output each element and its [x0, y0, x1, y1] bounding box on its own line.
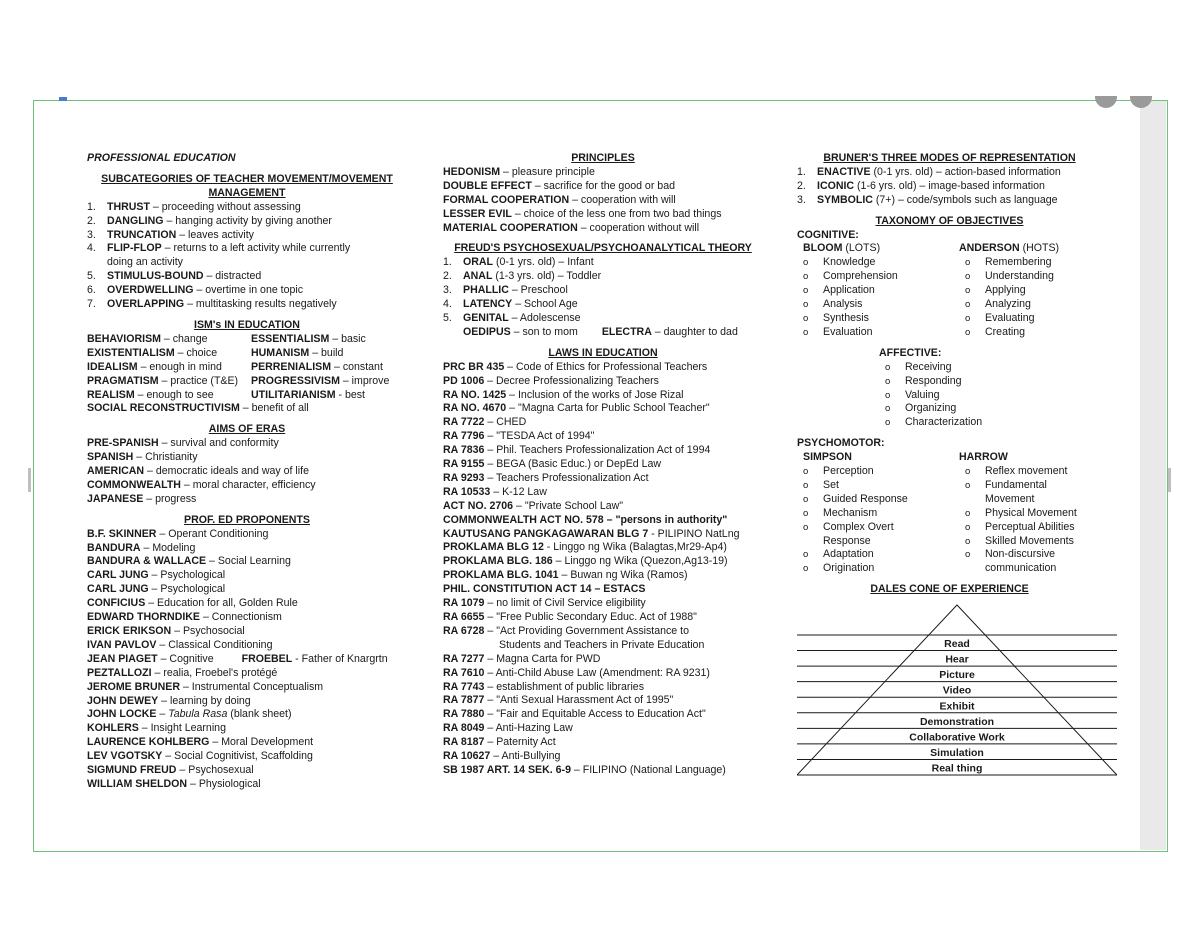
- freud-list: [443, 256, 763, 339]
- list-item: o Remembering: [959, 256, 1104, 270]
- list-item: RA 7722 – CHED: [443, 416, 527, 429]
- cone-level-label: Demonstration: [919, 716, 995, 729]
- cone-level-label: Real thing: [931, 762, 983, 775]
- list-item: 3. PHALLIC – Preschool: [443, 284, 568, 297]
- list-item: o Application: [797, 284, 959, 298]
- list-item: RA 8187 – Paternity Act: [443, 736, 556, 749]
- doc-title: PROFESSIONAL EDUCATION: [87, 152, 236, 164]
- list-item: JAPANESE – progress: [87, 492, 197, 505]
- list-item: RA 1079 – no limit of Civil Service eligibility: [443, 597, 646, 610]
- list-item: RA 9155 – BEGA (Basic Educ.) or DepEd Law: [443, 458, 662, 471]
- list-item: RA 10627 – Anti-Bullying: [443, 750, 561, 763]
- list-item: JOHN DEWEY – learning by doing: [87, 694, 251, 707]
- list-item: o Reflex movement: [959, 465, 1104, 479]
- ism-item: UTILITARIANISM - best: [251, 388, 365, 401]
- list-item: RA 7743 – establishment of public libraries: [443, 680, 644, 693]
- list-item: 1. ORAL (0-1 yrs. old) – Infant: [443, 256, 594, 269]
- list-item: 5. STIMULUS-BOUND – distracted: [87, 270, 262, 283]
- list-item: RA 6728 – "Act Providing Government Assistance to: [443, 624, 689, 637]
- list-item: RA 6655 – "Free Public Secondary Educ. Act of 1988": [443, 611, 697, 623]
- list-item: o Comprehension: [797, 270, 959, 284]
- list-item: RA NO. 1425 – Inclusion of the works of Jose Rizal: [443, 388, 684, 401]
- list-item: COMMONWEALTH – moral character, efficiency: [87, 478, 316, 491]
- list-item: 7. OVERLAPPING – multitasking results negatively: [87, 298, 337, 311]
- list-item: KOHLERS – Insight Learning: [87, 722, 226, 735]
- list-item: CONFICIUS – Education for all, Golden Rule: [87, 597, 298, 610]
- proponents-list: [87, 528, 407, 792]
- ism-item: PROGRESSIVISM – improve: [251, 374, 390, 387]
- list-item-continuation: communication: [985, 562, 1057, 575]
- cone-diagram: [797, 603, 1117, 783]
- list-item: JOHN LOCKE – Tabula Rasa (blank sheet): [87, 708, 292, 721]
- list-item: o Responding: [879, 375, 1102, 389]
- list-item: o Adaptation: [797, 548, 959, 562]
- list-item: PROKLAMA BLG. 1041 – Buwan ng Wika (Ramos): [443, 569, 688, 582]
- bruner-heading: BRUNER'S THREE MODES OF REPRESENTATION: [823, 152, 1076, 164]
- right-edge-marker: [1168, 468, 1171, 492]
- list-item: o Organizing: [879, 402, 1102, 416]
- list-item: o Applying: [959, 284, 1104, 298]
- list-item-continuation: Movement: [985, 492, 1035, 505]
- list-item: RA 7877 – "Anti Sexual Harassment Act of 1995": [443, 694, 674, 707]
- corner-marker: [59, 97, 67, 101]
- isms-heading: ISM's IN EDUCATION: [194, 318, 300, 331]
- list-item: 4. LATENCY – School Age: [443, 298, 578, 311]
- list-item: FORMAL COOPERATION – cooperation with will: [443, 193, 676, 206]
- harrow-list: [959, 465, 1104, 576]
- list-item: 2. ICONIC (1-6 yrs. old) – image-based information: [797, 179, 1045, 192]
- list-item: o Analyzing: [959, 298, 1104, 312]
- list-item: 6. OVERDWELLING – overtime in one topic: [87, 284, 304, 297]
- affective-list: [879, 361, 1102, 431]
- anderson-label: ANDERSON (HOTS): [959, 242, 1060, 255]
- cone-level-label: Video: [942, 684, 972, 697]
- laws-heading: LAWS IN EDUCATION: [548, 346, 658, 359]
- ism-item: HUMANISM – build: [251, 346, 344, 359]
- list-item: AMERICAN – democratic ideals and way of life: [87, 465, 309, 478]
- list-item: 1. THRUST – proceeding without assessing: [87, 200, 301, 213]
- list-item: PROKLAMA BLG 12 - Linggo ng Wika (Balagtas,Mr29-Ap4): [443, 541, 727, 554]
- list-item: PRC BR 435 – Code of Ethics for Professional Teachers: [443, 360, 708, 373]
- list-item: PEZTALLOZI – realia, Froebel's protégé: [87, 666, 278, 679]
- list-item: RA 7610 – Anti-Child Abuse Law (Amendment: RA 9231): [443, 666, 710, 679]
- list-item: 3. SYMBOLIC (7+) – code/symbols such as language: [797, 193, 1058, 206]
- list-item: o Evaluating: [959, 312, 1104, 326]
- anderson-list: [959, 256, 1104, 339]
- list-item: IVAN PAVLOV – Classical Conditioning: [87, 638, 273, 651]
- ism-item: PRAGMATISM – practice (T&E): [87, 374, 239, 387]
- list-item: RA 8049 – Anti-Hazing Law: [443, 722, 573, 735]
- list-item: 1. ENACTIVE (0-1 yrs. old) – action-based information: [797, 165, 1061, 178]
- scrollbar-track[interactable]: [1140, 101, 1166, 850]
- ism-item: EXISTENTIALISM – choice: [87, 346, 218, 359]
- list-item-continuation: Response: [823, 534, 871, 547]
- harrow-label: HARROW: [959, 451, 1008, 464]
- bloom-list: [797, 256, 959, 339]
- list-item: o Set: [797, 479, 959, 493]
- list-item: SB 1987 ART. 14 SEK. 6-9 – FILIPINO (National Language): [443, 763, 726, 776]
- list-item: 2. ANAL (1-3 yrs. old) – Toddler: [443, 270, 602, 283]
- list-item: o Valuing: [879, 389, 1102, 403]
- list-item: PROKLAMA BLG. 186 – Linggo ng Wika (Quezon,Ag13-19): [443, 555, 728, 568]
- list-item: RA 7796 – "TESDA Act of 1994": [443, 430, 595, 443]
- cognitive-table: [797, 242, 1102, 339]
- movement-list: [87, 201, 407, 312]
- list-item: ERICK ERIKSON – Psychosocial: [87, 625, 245, 637]
- list-item: JEROME BRUNER – Instrumental Conceptualism: [87, 680, 324, 693]
- list-item: LESSER EVIL – choice of the less one from two bad things: [443, 207, 722, 220]
- column-right: [797, 152, 1102, 788]
- list-item: 5. GENITAL – Adolescense: [443, 311, 581, 324]
- list-item: RA 9293 – Teachers Professionalization Act: [443, 471, 649, 484]
- principles-list: [443, 166, 763, 236]
- list-item: COMMONWEALTH ACT NO. 578 – "persons in authority": [443, 513, 728, 526]
- list-item: o Fundamental: [959, 479, 1104, 493]
- list-item: RA 7277 – Magna Carta for PWD: [443, 652, 601, 665]
- bruner-list: [797, 166, 1102, 208]
- list-item: o Origination: [797, 562, 959, 576]
- list-item: o Perceptual Abilities: [959, 521, 1104, 535]
- list-item: PD 1006 – Decree Professionalizing Teachers: [443, 374, 659, 387]
- list-item: o Perception: [797, 465, 959, 479]
- list-item: RA NO. 4670 – "Magna Carta for Public School Teacher": [443, 402, 710, 415]
- list-item: o Evaluation: [797, 326, 959, 340]
- laws-list: [443, 361, 763, 778]
- list-item: o Knowledge: [797, 256, 959, 270]
- list-item: o Characterization: [879, 416, 1102, 430]
- left-edge-marker: [28, 468, 31, 492]
- aims-heading: AIMS OF ERAS: [208, 423, 286, 436]
- cone-level-label: Exhibit: [939, 700, 975, 713]
- list-item: BANDURA – Modeling: [87, 541, 196, 554]
- psychomotor-table: [797, 451, 1102, 576]
- list-item: 4. FLIP-FLOP – returns to a left activity while currently: [87, 242, 351, 255]
- list-item: RA 7880 – "Fair and Equitable Access to Education Act": [443, 708, 706, 721]
- list-item: ACT NO. 2706 – "Private School Law": [443, 499, 624, 512]
- ism-item: IDEALISM – enough in mind: [87, 360, 222, 373]
- list-item: o Physical Movement: [959, 507, 1104, 521]
- ism-item: BEHAVIORISM – change: [87, 332, 208, 345]
- list-item: o Receiving: [879, 361, 1102, 375]
- cognitive-label: COGNITIVE:: [797, 228, 859, 241]
- list-item: o Mechanism: [797, 507, 959, 521]
- list-item-continuation: Students and Teachers in Private Education: [499, 638, 705, 651]
- ism-item-social: SOCIAL RECONSTRUCTIVISM – benefit of all: [87, 402, 309, 415]
- ism-item: PERRENIALISM – constant: [251, 360, 383, 373]
- list-item: SPANISH – Christianity: [87, 451, 198, 464]
- list-item: JEAN PIAGET – Cognitive FROEBEL - Father of Knargrtn: [87, 652, 388, 665]
- list-item: o Complex Overt: [797, 521, 959, 535]
- list-item: o Non-discursive: [959, 548, 1104, 562]
- list-item: LAURENCE KOHLBERG – Moral Development: [87, 736, 314, 749]
- list-item: RA 10533 – K-12 Law: [443, 485, 547, 498]
- proponents-heading: PROF. ED PROPONENTS: [184, 513, 310, 526]
- simpson-label: SIMPSON: [803, 451, 852, 464]
- list-item: o Analysis: [797, 298, 959, 312]
- cone-level-label: Picture: [939, 669, 975, 682]
- list-item: CARL JUNG – Psychological: [87, 583, 226, 596]
- list-item: DOUBLE EFFECT – sacrifice for the good or bad: [443, 179, 675, 192]
- dales-heading: DALES CONE OF EXPERIENCE: [870, 583, 1029, 596]
- list-item: LEV VGOTSKY – Social Cognitivist, Scaffolding: [87, 750, 313, 763]
- column-left: [87, 152, 407, 792]
- list-item: CARL JUNG – Psychological: [87, 569, 226, 582]
- list-item: RA 7836 – Phil. Teachers Professionalization Act of 1994: [443, 444, 711, 457]
- list-item: OEDIPUS – son to mom ELECTRA – daughter to dad: [463, 325, 738, 338]
- bloom-label: BLOOM (LOTS): [803, 242, 881, 255]
- list-item: HEDONISM – pleasure principle: [443, 165, 595, 178]
- list-item: B.F. SKINNER – Operant Conditioning: [87, 527, 269, 540]
- cone-level-label: Simulation: [930, 747, 984, 760]
- cone-level-label: Hear: [945, 653, 969, 666]
- list-item: PHIL. CONSTITUTION ACT 14 – ESTACS: [443, 583, 646, 596]
- ism-item: ESSENTIALISM – basic: [251, 332, 366, 345]
- movement-heading-line1: SUBCATEGORIES OF TEACHER MOVEMENT/MOVEMENT: [101, 172, 393, 185]
- aims-list: [87, 437, 407, 507]
- list-item: EDWARD THORNDIKE – Connectionism: [87, 611, 282, 624]
- list-item-continuation: doing an activity: [107, 256, 183, 269]
- principles-heading: PRINCIPLES: [571, 152, 635, 164]
- simpson-list: [797, 465, 959, 576]
- list-item: WILLIAM SHELDON – Physiological: [87, 777, 261, 790]
- cone-level-label: Read: [944, 638, 970, 651]
- affective-block: [797, 347, 1102, 430]
- list-item: o Guided Response: [797, 493, 959, 507]
- isms-table: [87, 333, 407, 403]
- list-item: SIGMUND FREUD – Psychosexual: [87, 764, 254, 777]
- movement-heading-line2: MANAGEMENT: [208, 186, 286, 199]
- list-item: PRE-SPANISH – survival and conformity: [87, 437, 279, 450]
- list-item: o Understanding: [959, 270, 1104, 284]
- list-item: BANDURA & WALLACE – Social Learning: [87, 555, 291, 568]
- cone-level-label: Collaborative Work: [909, 731, 1005, 744]
- psychomotor-label: PSYCHOMOTOR:: [797, 437, 885, 450]
- list-item: o Skilled Movements: [959, 535, 1104, 549]
- list-item: KAUTUSANG PANGKAGAWARAN BLG 7 - PILIPINO NatLng: [443, 527, 740, 540]
- taxonomy-heading: TAXONOMY OF OBJECTIVES: [875, 214, 1024, 227]
- list-item: o Synthesis: [797, 312, 959, 326]
- ism-item: REALISM – enough to see: [87, 388, 214, 401]
- dales-cone: [797, 603, 1102, 788]
- freud-heading: FREUD'S PSYCHOSEXUAL/PSYCHOANALYTICAL THEORY: [454, 242, 752, 255]
- list-item: MATERIAL COOPERATION – cooperation without will: [443, 221, 700, 234]
- affective-label: AFFECTIVE:: [879, 346, 942, 359]
- list-item: 2. DANGLING – hanging activity by giving another: [87, 214, 332, 227]
- column-middle: [443, 152, 763, 778]
- list-item: o Creating: [959, 326, 1104, 340]
- list-item: 3. TRUNCATION – leaves activity: [87, 228, 254, 241]
